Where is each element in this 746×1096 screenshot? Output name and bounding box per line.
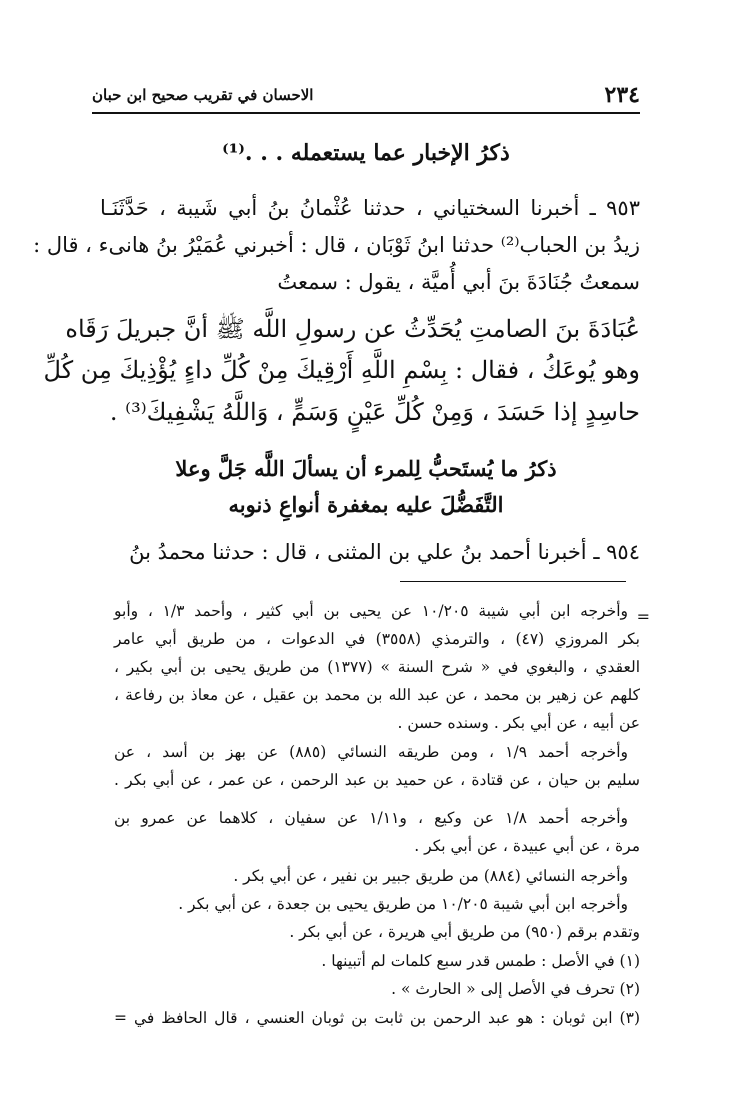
footnote-line: كلهم عن زهير بن محمد ، عن عبد الله بن محمد بن عقيل ، عن معاذ بن رفاعة ، (114, 686, 640, 704)
footnote-line: وأخرجه ابن أبي شيبة ١٠/٢٠٥ عن يحيى بن أبي كثير ، وأحمد ١/٣ ، وأبو (114, 602, 628, 620)
running-header (92, 84, 640, 114)
footnote-line: وتقدم برقم (٩٥٠) من طريق أبي هريرة ، عن أبي بكر . (289, 923, 640, 941)
chapter-heading-2-line-2: التَّفَضُّلَ عليه بمغفرة أنواعِ ذنوبه (228, 492, 504, 517)
hadith-953-matn-line-1: عُبَادَةَ بنَ الصامتِ يُحَدِّثُ عن رسولِ اللَّه ﷺ أنَّ جبريلَ رَقَاه (65, 315, 640, 343)
hadith-953-matn-line-3: حاسِدٍ إذا حَسَدَ ، وَمِنْ كُلِّ عَيْنٍ وَسَمٍّ ، وَاللَّهُ يَشْفِيكَ⁽³⁾ . (109, 398, 640, 426)
footnote-line: وأخرجه أحمد ١/٨ عن وكيع ، و١/١١ عن سفيان ، كلاهما عن عمرو بن (114, 809, 628, 827)
hadith-953-matn-line-2: وهو يُوعَكُ ، فقال : بِسْمِ اللَّهِ أَرْقِيكَ مِنْ كُلِّ داءٍ يُؤْذِيكَ مِن كُلِّ (43, 356, 640, 384)
book-title: الاحسان في تقريب صحيح ابن حبان (92, 86, 314, 104)
footnote-line: وأخرجه أحمد ١/٩ ، ومن طريقه النسائي (٨٨٥) عن بهز بن أسد ، عن (114, 743, 628, 761)
continuation-mark: = (636, 607, 650, 626)
footnote-1: (١) في الأصل : طمس قدر سبع كلمات لم أتبينها . (321, 952, 640, 970)
footnote-3: (٣) ابن ثوبان : هو عبد الرحمن بن ثابت بن ثوبان العنسي ، قال الحافظ في = (114, 1009, 640, 1027)
hadith-953-line-1: ٩٥٣ ـ أخبرنا السختياني ، حدثنا عُثْمانُ بنُ أبي شَيبة ، حَدَّثَنَـا (100, 196, 640, 220)
footnote-2: (٢) تحرف في الأصل إلى « الحارث » . (391, 980, 640, 998)
footnote-line: عن أبيه ، عن أبي بكر . وسنده حسن . (397, 714, 640, 732)
hadith-953-line-3: سمعتُ جُنَادَةَ بنَ أبي أُميَّة ، يقول : سمعتُ (277, 270, 640, 294)
footnote-line: العقدي ، والبغوي في « شرح السنة » (١٣٧٧) من طريق يحيى بن أبي بكير ، (114, 658, 640, 676)
footnote-line: وأخرجه ابن أبي شيبة ١٠/٢٠٥ من طريق يحيى بن جعدة ، عن أبي بكر . (178, 895, 628, 913)
chapter-heading-1: ذكرُ الإخبار عما يستعمله . . .⁽¹⁾ (222, 140, 510, 166)
hadith-954-line-1: ٩٥٤ ـ أخبرنا أحمد بنُ علي بن المثنى ، قال : حدثنا محمدُ بنُ (129, 540, 640, 564)
footnote-line: وأخرجه النسائي (٨٨٤) من طريق جبير بن نفير ، عن أبي بكر . (233, 867, 628, 885)
footnote-separator (400, 581, 626, 582)
hadith-953-line-2: زيدُ بن الحباب⁽²⁾ حدثنا ابنُ ثَوْبَان ، قال : أخبرني عُمَيْرُ بنُ هانىء ، قال : (33, 233, 640, 257)
footnote-line: بكر المروزي (٤٧) ، والترمذي (٣٥٥٨) في الدعوات ، من طريق أبي عامر (114, 630, 640, 648)
page-number: ٢٣٤ (604, 82, 640, 108)
footnote-line: مرة ، عن أبي عبيدة ، عن أبي بكر . (414, 837, 640, 855)
footnote-line: سليم بن حيان ، عن قتادة ، عن حميد بن عبد الرحمن ، عن عمر ، عن أبي بكر . (114, 771, 640, 789)
chapter-heading-2-line-1: ذكرُ ما يُستَحبُّ لِلمرء أن يسألَ اللَّه جَلَّ وعلا (175, 456, 557, 481)
